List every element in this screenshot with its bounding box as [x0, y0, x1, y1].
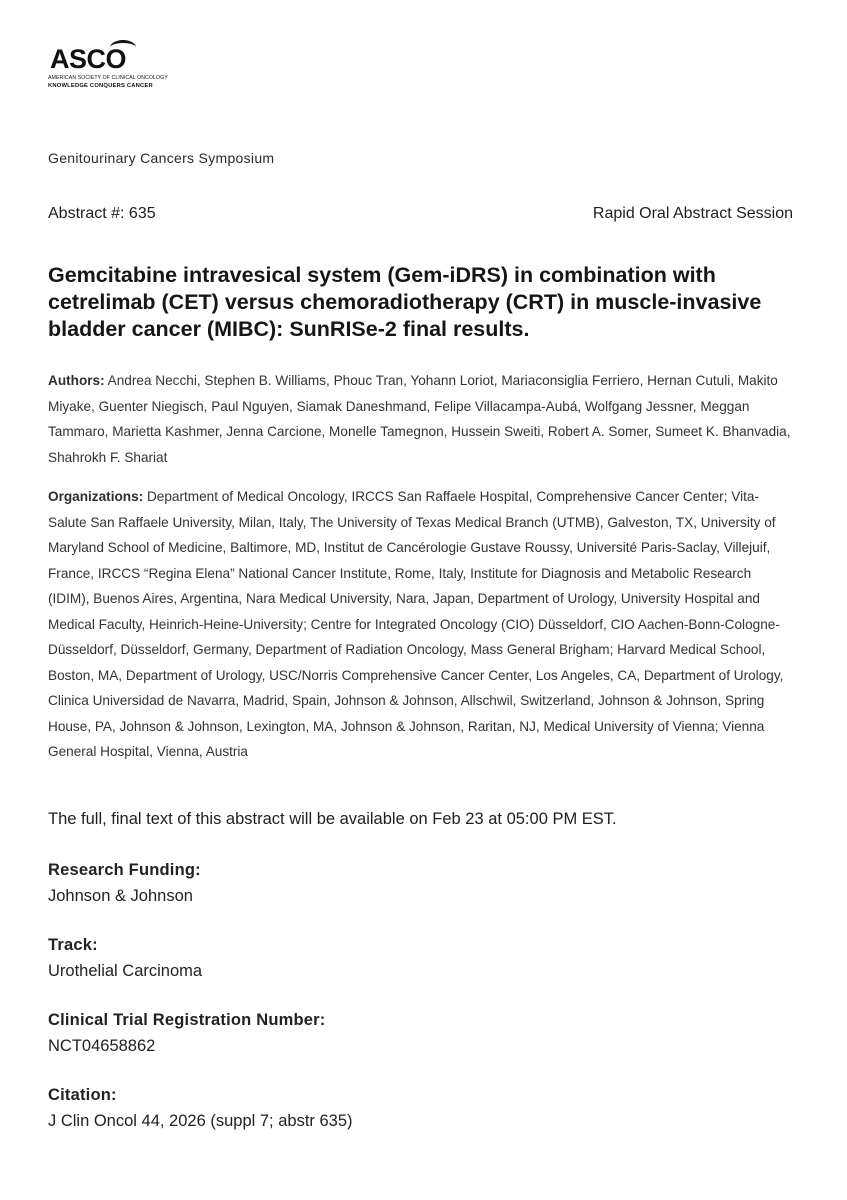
citation-section	[48, 1082, 353, 1134]
registration-label: Clinical Trial Registration Number:	[48, 1011, 326, 1029]
authors-label: Authors:	[48, 373, 105, 388]
research-funding-value: Johnson & Johnson	[48, 887, 193, 905]
track-label: Track:	[48, 936, 98, 954]
citation-value: J Clin Oncol 44, 2026 (suppl 7; abstr 635)	[48, 1112, 353, 1130]
authors-block	[48, 368, 796, 470]
logo-motto: KNOWLEDGE CONQUERS CANCER	[48, 83, 153, 89]
research-funding-label: Research Funding:	[48, 861, 201, 879]
abstract-number: Abstract #: 635	[48, 205, 156, 222]
organizations-list: Department of Medical Oncology, IRCCS San Raffaele Hospital, Comprehensive Cancer Center; Vita-Salute San Raffaele University, Milan, Italy, The University of Texas Medical Branch (UTMB), Galveston, TX, University of Maryland School of Medicine, Baltimore, MD, Institut de Cancérologie Gustave Roussy, Université Paris-Saclay, Villejuif, France, IRCCS “Regina Elena” National Cancer Institute, Rome, Italy, Institute for Diagnosis and Metabolic Research (IDIM), Buenos Aires, Argentina, Nara Medical University, Nara, Japan, Department of Urology, University Hospital and Medical Faculty, Heinrich-Heine-University; Centre for Integrated Oncology (CIO) Düsseldorf, CIO Aachen-Bonn-Cologne-Düsseldorf, Düsseldorf, Germany, Department of Radiation Oncology, Mass General Brigham; Harvard Medical School, Boston, MA, Department of Urology, USC/Norris Comprehensive Cancer Center, Los Angeles, CA, Department of Urology, Clinica Universidad de Navarra, Madrid, Spain, Johnson & Johnson, Allschwil, Switzerland, Johnson & Johnson, Spring House, PA, Johnson & Johnson, Lexington, MA, Johnson & Johnson, Raritan, NJ, Medical University of Vienna; Vienna General Hospital, Vienna, Austria	[48, 489, 784, 759]
organizations-label: Organizations:	[48, 489, 144, 504]
organizations-block	[48, 484, 796, 765]
registration-section	[48, 1007, 325, 1059]
abstract-title: Gemcitabine intravesical system (Gem-iDRS) in combination with cetrelimab (CET) versus chemoradiotherapy (CRT) in muscle-invasive bladder cancer (MIBC): SunRISe-2 final results.	[48, 263, 762, 341]
asco-logo	[48, 46, 176, 89]
session-type: Rapid Oral Abstract Session	[592, 205, 793, 222]
logo-wordmark	[48, 46, 176, 72]
abstract-meta-row	[48, 205, 793, 223]
availability-notice: The full, final text of this abstract will be available on Feb 23 at 05:00 PM EST.	[48, 810, 617, 828]
track-section	[48, 932, 202, 984]
track-value: Urothelial Carcinoma	[48, 962, 203, 980]
logo-arc	[110, 40, 136, 55]
registration-value: NCT04658862	[48, 1037, 156, 1055]
research-funding-section	[48, 857, 201, 909]
citation-label: Citation:	[48, 1086, 117, 1104]
logo-wordmark-text: ASCO	[50, 44, 127, 74]
authors-list: Andrea Necchi, Stephen B. Williams, Phouc Tran, Yohann Loriot, Mariaconsiglia Ferriero, Hernan Cutuli, Makito Miyake, Guenter Niegisch, Paul Nguyen, Siamak Daneshmand, Felipe Villacampa-Aubá, Wolfgang Jessner, Meggan Tammaro, Marietta Kashmer, Jenna Carcione, Monelle Tamegnon, Hussein Sweiti, Robert A. Somer, Sumeet K. Bhanvadia, Shahrokh F. Shariat	[48, 373, 791, 465]
logo-tagline: AMERICAN SOCIETY OF CLINICAL ONCOLOGY	[48, 75, 168, 81]
symposium-name: Genitourinary Cancers Symposium	[48, 150, 275, 166]
